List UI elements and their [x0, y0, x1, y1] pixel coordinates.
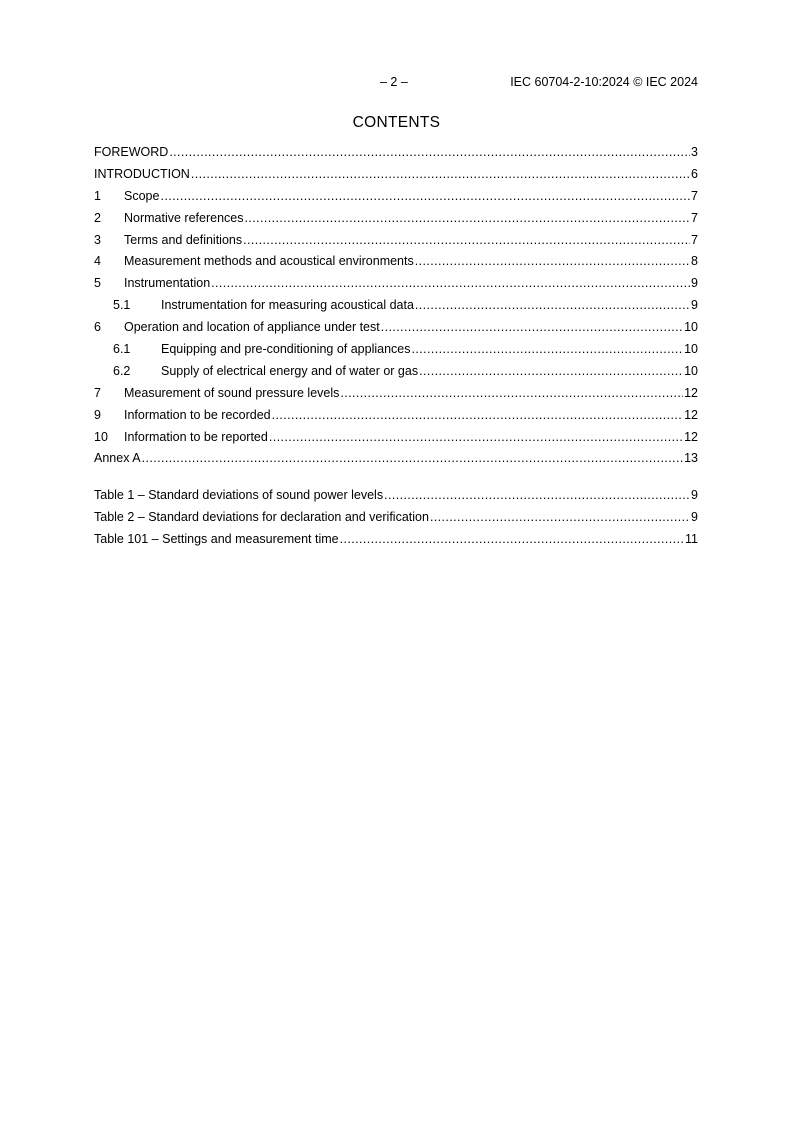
toc-number: 10: [94, 429, 108, 444]
toc-label: Information to be recorded: [124, 407, 271, 422]
leader-dots: [340, 385, 683, 401]
toc-page: 10: [684, 320, 698, 335]
toc-entry-3[interactable]: [94, 232, 698, 254]
list-of-tables: [94, 487, 698, 553]
leader-dots: [272, 407, 683, 423]
toc-entry-2[interactable]: [94, 210, 698, 232]
toc-label: Scope: [124, 188, 160, 203]
table-entry-1[interactable]: [94, 487, 698, 509]
toc-entry-annex-a[interactable]: [94, 450, 698, 472]
toc-page: 6: [691, 166, 698, 181]
toc-label: Measurement of sound pressure levels: [124, 385, 340, 400]
leader-dots: [384, 487, 690, 503]
leader-dots: [243, 232, 690, 248]
leader-dots: [211, 275, 690, 291]
toc-label: Operation and location of appliance under test: [124, 320, 380, 335]
leader-dots: [142, 450, 684, 466]
page-number: – 2 –: [380, 75, 408, 89]
toc-list: [94, 144, 698, 472]
table-label: Table 101 – Settings and measurement time: [94, 531, 339, 546]
table-entry-2[interactable]: [94, 509, 698, 531]
table-label: Table 2 – Standard deviations for declaration and verification: [94, 509, 429, 524]
toc-entry-4[interactable]: [94, 253, 698, 275]
toc-label: INTRODUCTION: [94, 166, 190, 181]
table-page: 11: [685, 531, 698, 546]
toc-entry-10[interactable]: [94, 429, 698, 451]
toc-entry-5[interactable]: [94, 275, 698, 297]
table-page: 9: [691, 488, 698, 502]
toc-page: 3: [691, 145, 698, 159]
toc-entry-7[interactable]: [94, 385, 698, 407]
leader-dots: [269, 429, 683, 445]
toc-page: 10: [684, 363, 698, 378]
toc-page: 12: [684, 385, 698, 400]
toc-entry-6[interactable]: [94, 319, 698, 341]
toc-label: Normative references: [124, 210, 244, 225]
leader-dots: [415, 253, 690, 269]
toc-entry-6-1[interactable]: [94, 341, 698, 363]
toc-entry-1[interactable]: [94, 188, 698, 210]
toc-page: 12: [684, 407, 698, 422]
leader-dots: [169, 144, 690, 160]
toc-number: 5.1: [113, 298, 131, 313]
toc-page: 7: [691, 188, 698, 203]
toc-page: 13: [684, 451, 698, 466]
leader-dots: [160, 188, 690, 204]
toc-number: 5: [94, 276, 101, 291]
toc-label: Equipping and pre-conditioning of appliances: [161, 342, 411, 357]
table-label: Table 1 – Standard deviations of sound power levels: [94, 488, 384, 502]
toc-entry-introduction[interactable]: [94, 166, 698, 188]
toc-page: 7: [691, 210, 698, 225]
toc-entry-9[interactable]: [94, 407, 698, 429]
toc-entry-6-2[interactable]: [94, 363, 698, 385]
toc-number: 7: [94, 385, 101, 400]
leader-dots: [430, 509, 690, 525]
leader-dots: [419, 363, 683, 379]
toc-label: FOREWORD: [94, 145, 169, 159]
toc-label: Information to be reported: [124, 429, 268, 444]
toc-page: 9: [691, 298, 698, 313]
toc-label: Measurement methods and acoustical environments: [124, 254, 414, 269]
page-header: [0, 75, 793, 91]
toc-number: 9: [94, 407, 101, 422]
table-entry-101[interactable]: [94, 531, 698, 553]
toc-number: 6: [94, 320, 101, 335]
toc-entry-foreword[interactable]: [94, 144, 698, 166]
toc-label: Supply of electrical energy and of water or gas: [161, 363, 419, 378]
toc-label: Instrumentation: [124, 276, 211, 291]
toc-number: 2: [94, 210, 101, 225]
toc-page: 9: [691, 276, 698, 291]
contents-title: CONTENTS: [352, 114, 441, 131]
leader-dots: [340, 531, 684, 547]
toc-number: 3: [94, 232, 101, 247]
leader-dots: [412, 341, 684, 357]
toc-page: 12: [684, 429, 698, 444]
toc-label: Instrumentation for measuring acoustical data: [161, 298, 414, 313]
leader-dots: [245, 210, 691, 226]
toc-label: Annex A: [94, 451, 141, 466]
toc-number: 4: [94, 254, 101, 269]
table-page: 9: [691, 509, 698, 524]
toc-page: 8: [691, 254, 698, 269]
toc-page: 7: [691, 232, 698, 247]
toc-page: 10: [684, 342, 698, 357]
toc-number: 6.1: [113, 342, 131, 357]
leader-dots: [381, 319, 683, 335]
leader-dots: [191, 166, 690, 182]
toc-number: 6.2: [113, 363, 131, 378]
toc-label: Terms and definitions: [124, 232, 243, 247]
standard-reference: IEC 60704-2-10:2024 © IEC 2024: [510, 75, 698, 89]
toc-number: 1: [94, 188, 101, 203]
leader-dots: [415, 297, 690, 313]
toc-entry-5-1[interactable]: [94, 297, 698, 319]
